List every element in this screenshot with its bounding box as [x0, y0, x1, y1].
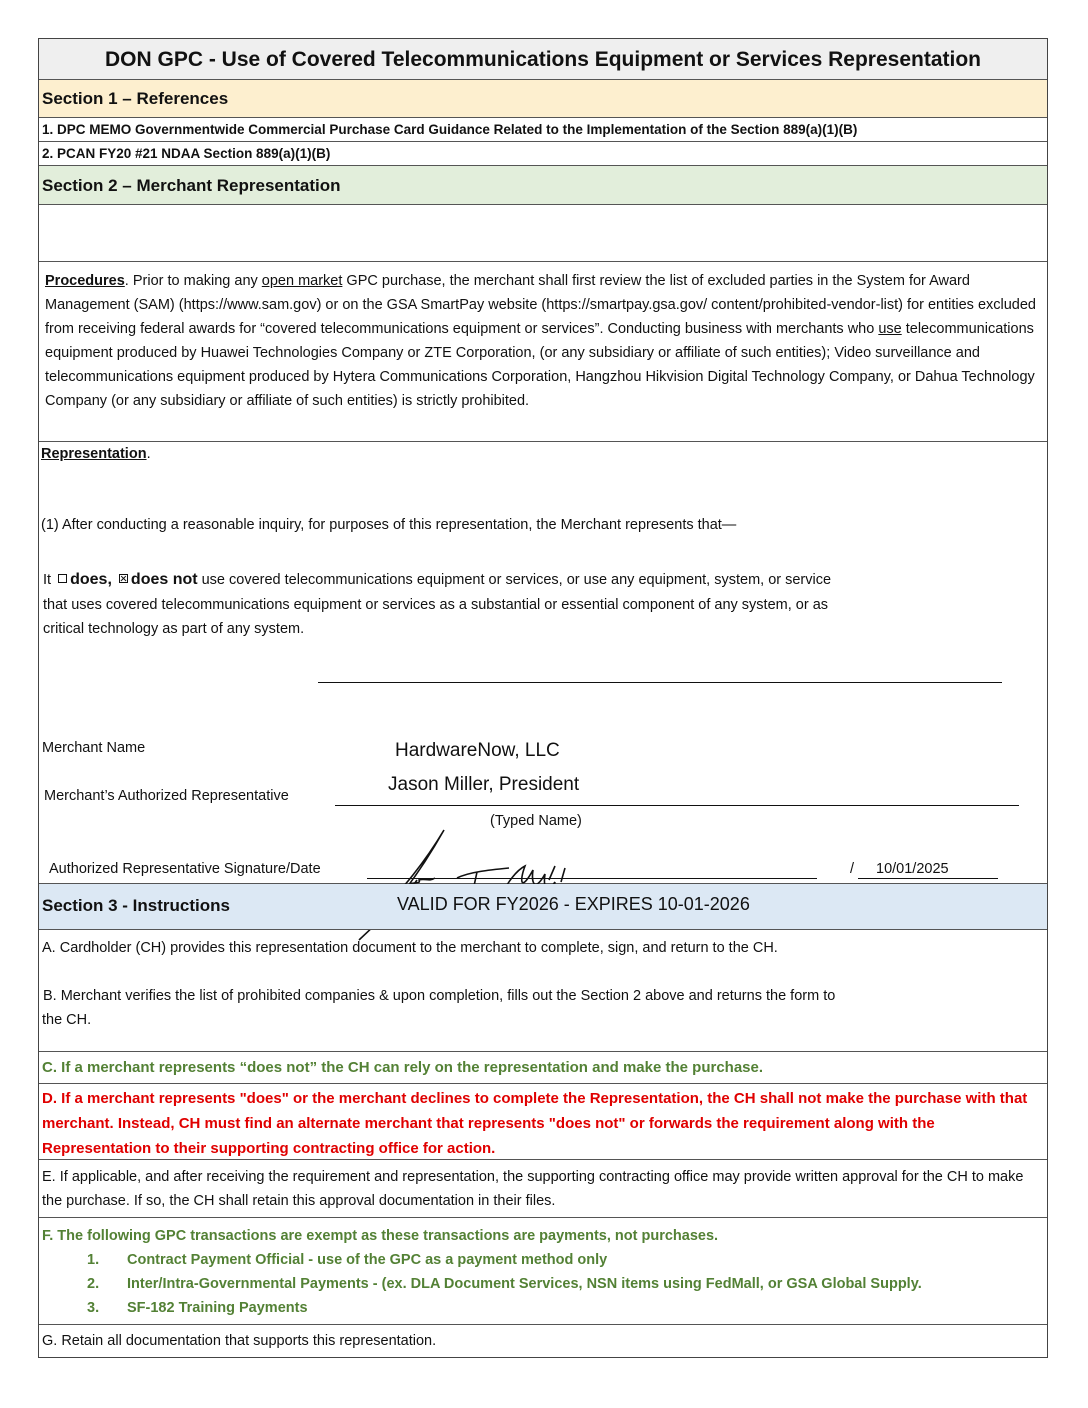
does-not-label: does not [130, 571, 198, 588]
instruction-f [39, 1218, 1047, 1325]
form-title: DON GPC - Use of Covered Telecommunications Equipment or Services Representation [39, 39, 1047, 80]
instructions-a-b [39, 930, 1047, 1052]
representation-block [39, 442, 1047, 884]
authorized-rep-label: Merchant’s Authorized Representative [44, 788, 289, 804]
use-text: use [878, 321, 902, 337]
exempt-item-number: 2. [87, 1276, 100, 1292]
open-market-text: open market [261, 273, 343, 289]
does-does-not-line [43, 571, 831, 589]
procedures-text: GPC purchase, the merchant shall first review the list of excluded parties in the System for Award Management (SAM) (https://www.sam.gov) or on the GSA SmartPay website (https://smartpay.gsa.gov/ content/prohibited-vendor-list) for entities excluded from receiving federal awards for “covered telecommunications equipment or services”. Conducting business with merchants who [45, 273, 1036, 337]
does-checkbox[interactable] [58, 574, 67, 583]
procedures-text: . Prior to making any [124, 273, 262, 289]
representation-label: Representation [41, 446, 147, 462]
date-separator: / [850, 861, 855, 877]
exempt-item-number: 3. [87, 1300, 100, 1316]
statement-text: that uses covered telecommunications equipment or services as a substantial or essential component of any system, or as [43, 597, 829, 613]
instruction-f-intro: F. The following GPC transactions are exempt as these transactions are payments, not purchases. [42, 1228, 719, 1244]
procedures-label: Procedures [45, 273, 125, 289]
signature-label: Authorized Representative Signature/Date [49, 861, 321, 877]
representation-heading [41, 446, 151, 462]
exempt-item-text: Inter/Intra-Governmental Payments - (ex. DLA Document Services, NSN items using FedMall, or GSA Global Supply. [127, 1276, 922, 1292]
statement-text: critical technology as part of any system. [43, 621, 305, 637]
statement-text: use covered telecommunications equipment or services, or use any equipment, system, or service [197, 572, 832, 588]
merchant-name-label: Merchant Name [42, 740, 146, 756]
instruction-a: A. Cardholder (CH) provides this representation document to the merchant to complete, sign, and return to the CH. [42, 940, 778, 956]
does-not-checkbox[interactable] [119, 574, 128, 583]
reference-item: 1. DPC MEMO Governmentwide Commercial Purchase Card Guidance Related to the Implementation of the Section 889(a)(1)(B) [39, 118, 1047, 142]
exempt-item-text: SF-182 Training Payments [127, 1300, 308, 1316]
procedures-paragraph [39, 262, 1047, 442]
representation-form [38, 38, 1048, 1358]
instruction-c: C. If a merchant represents “does not” the CH can rely on the representation and make the purchase. [39, 1052, 1047, 1084]
instruction-g: G. Retain all documentation that supports this representation. [42, 1333, 437, 1349]
date-line [858, 878, 998, 879]
it-text: It [43, 572, 52, 588]
instruction-d: D. If a merchant represents "does" or the merchant declines to complete the Representation, the CH shall not make the purchase with that merchant. Instead, CH must find an alternate merchant that represents "does not" or forwards the requirement along with the Representation to their supporting contracting office for action. [39, 1084, 1047, 1160]
does-label: does, [70, 571, 112, 588]
blank-signature-line [318, 682, 1002, 683]
section2-header: Section 2 – Merchant Representation [39, 166, 1047, 205]
date-field[interactable]: 10/01/2025 [876, 861, 949, 877]
instruction-b-cont: the CH. [42, 1012, 92, 1028]
exempt-item-number: 1. [87, 1252, 100, 1268]
validity-stamp: VALID FOR FY2026 - EXPIRES 10-01-2026 [397, 894, 750, 914]
authorized-rep-field[interactable]: Jason Miller, President [388, 774, 580, 795]
authorized-rep-line [335, 805, 1019, 806]
merchant-name-field[interactable]: HardwareNow, LLC [395, 740, 560, 761]
inquiry-text: (1) After conducting a reasonable inquiry, for purposes of this representation, the Merchant represents that— [41, 517, 737, 533]
blank-row [39, 205, 1047, 262]
instruction-e: E. If applicable, and after receiving the requirement and representation, the supporting contracting office may provide written approval for the CH to make the purchase. If so, the CH shall retain this approval documentation in their files. [39, 1160, 1047, 1218]
section3-header: Section 3 - Instructions [42, 896, 230, 915]
reference-item: 2. PCAN FY20 #21 NDAA Section 889(a)(1)(B) [39, 142, 1047, 166]
exempt-item-text: Contract Payment Official - use of the GPC as a payment method only [127, 1252, 608, 1268]
section1-header: Section 1 – References [39, 80, 1047, 118]
representation-label-suffix: . [146, 446, 151, 462]
instruction-b: B. Merchant verifies the list of prohibited companies & upon completion, fills out the Section 2 above and returns the form to [43, 988, 836, 1004]
typed-name-caption: (Typed Name) [490, 813, 582, 829]
procedures-text: telecommunications equipment produced by Huawei Technologies Company or ZTE Corporation, (or any subsidiary or affiliate of such entities); Video surveillance and telecommunications equipment produced by Hytera Communications Corporation, Hangzhou Hikvision Digital Technology Company, or Dahua Technology Company (or any subsidiary or affiliate of such entities) is strictly prohibited. [45, 321, 1035, 409]
section3-header-row [39, 884, 1047, 930]
